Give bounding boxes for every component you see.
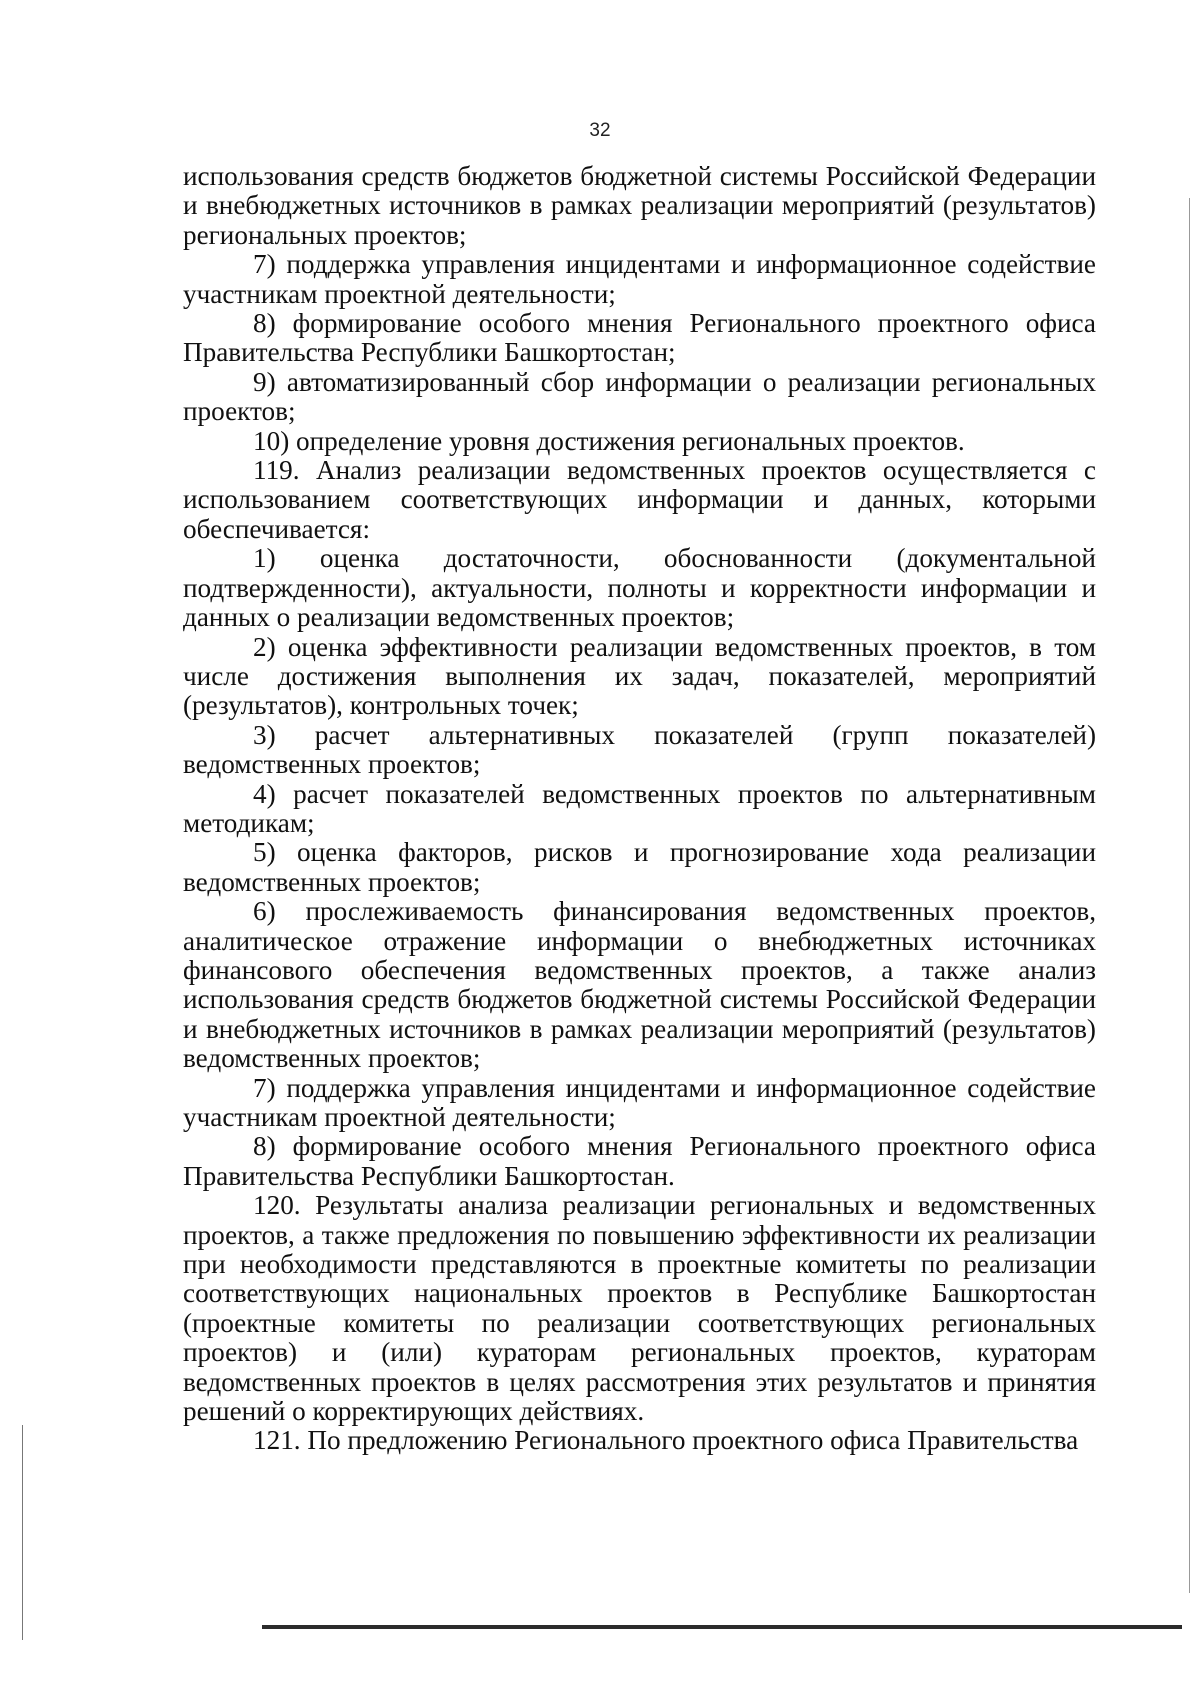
document-body [183, 162, 1096, 1456]
paragraph: 1) оценка достаточности, обоснованности (документальной подтвержденности), актуальности, полноты и корректности информации и данных о реализации ведомственных проектов; [183, 543, 1096, 633]
paragraph: 5) оценка факторов, рисков и прогнозирование хода реализации ведомственных проектов; [183, 837, 1096, 897]
paragraph: 8) формирование особого мнения Регионального проектного офиса Правительства Республики Башкортостан; [183, 308, 1096, 368]
scan-bottom-bar [262, 1625, 1182, 1629]
paragraph: 6) прослеживаемость финансирования ведомственных проектов, аналитическое отражение информации о внебюджетных источниках финансового обеспечения ведомственных проектов, а также анализ использования средств бюджетов бюджетной системы Российской Федерации и внебюджетных источников в рамках реализации мероприятий (результатов) ведомственных проектов; [183, 896, 1096, 1074]
scan-edge-left [22, 1425, 23, 1640]
scan-edge-right [1189, 198, 1190, 1593]
paragraph: 2) оценка эффективности реализации ведомственных проектов, в том числе достижения выполнения их задач, показателей, мероприятий (результатов), контрольных точек; [183, 631, 1096, 721]
paragraph: 7) поддержка управления инцидентами и информационное содействие участникам проектной деятельности; [183, 1072, 1096, 1132]
paragraph: 4) расчет показателей ведомственных проектов по альтернативным методикам; [183, 778, 1096, 838]
paragraph: 119. Анализ реализации ведомственных проектов осуществляется с использованием соответствующих информации и данных, которыми обеспечивается: [183, 455, 1096, 544]
paragraph: 9) автоматизированный сбор информации о реализации региональных проектов; [183, 366, 1096, 427]
page-number: 32 [589, 120, 611, 141]
paragraph: 7) поддержка управления инцидентами и информационное содействие участникам проектной деятельности; [183, 249, 1096, 309]
paragraph: 121. По предложению Регионального проектного офиса Правительства [253, 1425, 1079, 1456]
paragraph: 3) расчет альтернативных показателей (групп показателей) ведомственных проектов; [183, 719, 1096, 780]
paragraph: 8) формирование особого мнения Регионального проектного офиса Правительства Республики Башкортостан. [183, 1131, 1096, 1191]
paragraph: 10) определение уровня достижения региональных проектов. [253, 425, 965, 456]
paragraph: 120. Результаты анализа реализации региональных и ведомственных проектов, а также предложения по повышению эффективности их реализации при необходимости представляются в проектные комитеты по реализации соответствующих национальных проектов в Республике Башкортостан (проектные комитеты по реализации соответствующих региональных проектов) и (или) кураторам региональных проектов, кураторам ведомственных проектов в целях рассмотрения этих результатов и принятия решений о корректирующих действиях. [183, 1190, 1096, 1427]
paragraph: использования средств бюджетов бюджетной системы Российской Федерации и внебюджетных источников в рамках реализации мероприятий (результатов) региональных проектов; [183, 161, 1096, 250]
